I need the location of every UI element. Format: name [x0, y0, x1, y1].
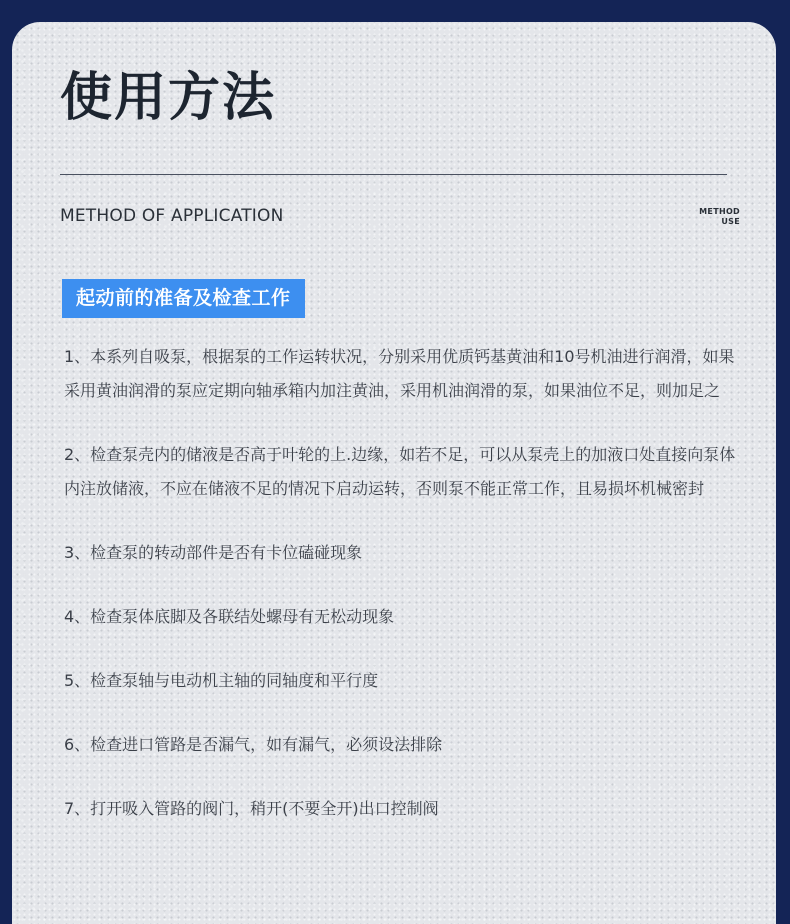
corner-label-line1: METHOD [699, 207, 740, 216]
section-heading: 起动前的准备及检查工作 [62, 279, 305, 318]
title-divider [60, 174, 727, 175]
list-item: 2、检查泵壳内的储液是否高于叶轮的上.边缘，如若不足，可以从泵壳上的加液口处直接向泵体内注放储液，不应在储液不足的情况下启动运转，否则泵不能正常工作，且易损坏机械密封 [64, 445, 736, 498]
list-item: 3、检查泵的转动部件是否有卡位磕碰现象 [64, 543, 363, 562]
page-title: 使用方法 [60, 68, 277, 128]
corner-label [699, 207, 740, 227]
list-item: 6、检查进口管路是否漏气，如有漏气，必须设法排除 [64, 735, 443, 754]
corner-label-line2: USE [721, 217, 740, 226]
list-item: 5、检查泵轴与电动机主轴的同轴度和平行度 [64, 671, 379, 690]
list-item: 1、本系列自吸泵，根据泵的工作运转状况，分别采用优质钙基黄油和10号机油进行润滑，如果采用黄油润滑的泵应定期向轴承箱内加注黄油，采用机油润滑的泵，如果油位不足，则加足之 [64, 347, 735, 400]
page-subtitle: METHOD OF APPLICATION [60, 206, 284, 226]
list-item: 4、检查泵体底脚及各联结处螺母有无松动现象 [64, 607, 395, 626]
instruction-list [64, 340, 736, 856]
list-item: 7、打开吸入管路的阀门，稍开(不要全开)出口控制阀 [64, 799, 439, 818]
